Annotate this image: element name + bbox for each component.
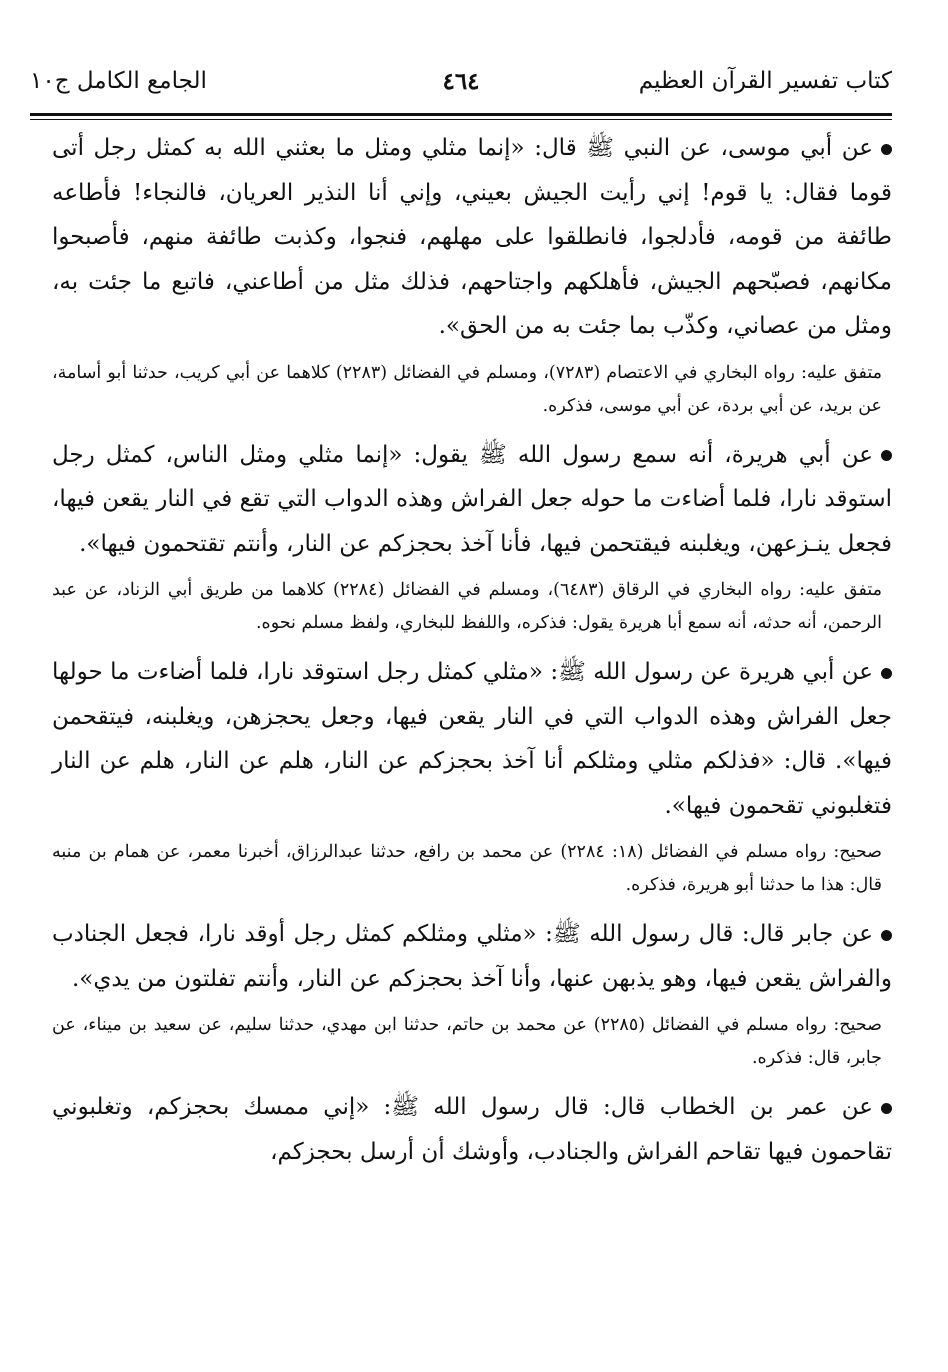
hadith-text: عن أبي هريرة عن رسول الله ﷺ: «مثلي كمثل رجل استوقد نارا، فلما أضاءت ما حولها جعل الفراش وهذه الدواب التي في النار يقعن فيها، وجعل يحجزهن، ويغلبنه، فيتقحمن فيها». قال: «فذلكم مثلي ومثلكم أنا آخذ بحجزكم عن النار، هلم عن النار، هلم عن النار فتغلبوني تقحمون فيها». [52,659,892,819]
header-rule-thin [30,119,892,120]
bullet-icon [881,1103,892,1114]
takhrij-note: متفق عليه: رواه البخاري في الرقاق (٦٤٨٣)، ومسلم في الفضائل (٢٢٨٤) كلاهما من طريق أبي الزناد، عن عبد الرحمن، أنه حدثه، أنه سمع أبا هريرة يقول: فذكره، واللفظ للبخاري، ولفظ مسلم نحوه. [52,580,882,633]
hadith-paragraph [52,126,892,349]
hadith-text: عن أبي موسى، عن النبي ﷺ قال: «إنما مثلي ومثل ما بعثني الله به كمثل رجل أتى قوما فقال: يا قوم! إني رأيت الجيش بعيني، وإني أنا النذير العريان، فالنجاء! فأطاعه طائفة من قومه، فأدلجوا، فانطلقوا على مهلهم، فنجوا، وكذبت طائفة منهم، فأصبحوا مكانهم، فصبّحهم الجيش، فأهلكهم واجتاحهم، فذلك مثل من أطاعني، فاتبع ما جئت به، ومثل من عصاني، وكذّب بما جئت به من الحق». [52,135,892,339]
bullet-icon [881,930,892,941]
page-body [52,126,892,1182]
volume-title: الجامع الكامل ج١٠ [30,68,207,94]
header-rule-thick [30,113,892,116]
hadith-paragraph [52,433,892,567]
hadith-paragraph [52,1085,892,1174]
takhrij-note: متفق عليه: رواه البخاري في الاعتصام (٧٢٨٣)، ومسلم في الفضائل (٢٢٨٣) كلاهما عن أبي كريب، حدثنا أبو أسامة، عن بريد، عن أبي بردة، عن أبي موسى، فذكره. [52,362,883,416]
hadith-text: عن عمر بن الخطاب قال: قال رسول الله ﷺ: «إني ممسك بحجزكم، وتغلبوني تقاحمون فيها تقاحم الفراش والجنادب، وأوشك أن أرسل بحجزكم، [52,1094,892,1165]
hadith-text: عن جابر قال: قال رسول الله ﷺ: «مثلي ومثلكم كمثل رجل أوقد نارا، فجعل الجنادب والفراش يقعن فيها، وهو يذبهن عنها، وأنا آخذ بحجزكم عن النار، وأنتم تفلتون من يدي». [52,921,892,992]
running-header [30,62,892,102]
bullet-icon [881,668,892,679]
takhrij-note: صحيح: رواه مسلم في الفضائل (٢٢٨٥) عن محمد بن حاتم، حدثنا ابن مهدي، حدثنا سليم، عن سعيد بن ميناء، عن جابر، قال: فذكره. [52,1015,882,1068]
page-number: ٤٦٤ [442,68,480,95]
takhrij-note: صحيح: رواه مسلم في الفضائل (١٨: ٢٢٨٤) عن محمد بن رافع، حدثنا عبدالرزاق، أخبرنا معمر، عن همام بن منبه قال: هذا ما حدثنا أبو هريرة، فذكره. [52,842,882,895]
hadith-text: عن أبي هريرة، أنه سمع رسول الله ﷺ يقول: «إنما مثلي ومثل الناس، كمثل رجل استوقد نارا، فلما أضاءت ما حوله جعل الفراش وهذه الدواب التي تقع في النار يقعن فيها، فجعل ينـزعهن، ويغلبنه فيقتحمن فيها، فأنا آخذ بحجزكم عن النار، وأنتم تقتحمون فيها». [52,441,892,557]
book-title: كتاب تفسير القرآن العظيم [638,68,892,94]
hadith-paragraph [52,650,892,828]
bullet-icon [881,144,892,155]
bullet-icon [881,450,892,461]
hadith-paragraph [52,912,892,1001]
